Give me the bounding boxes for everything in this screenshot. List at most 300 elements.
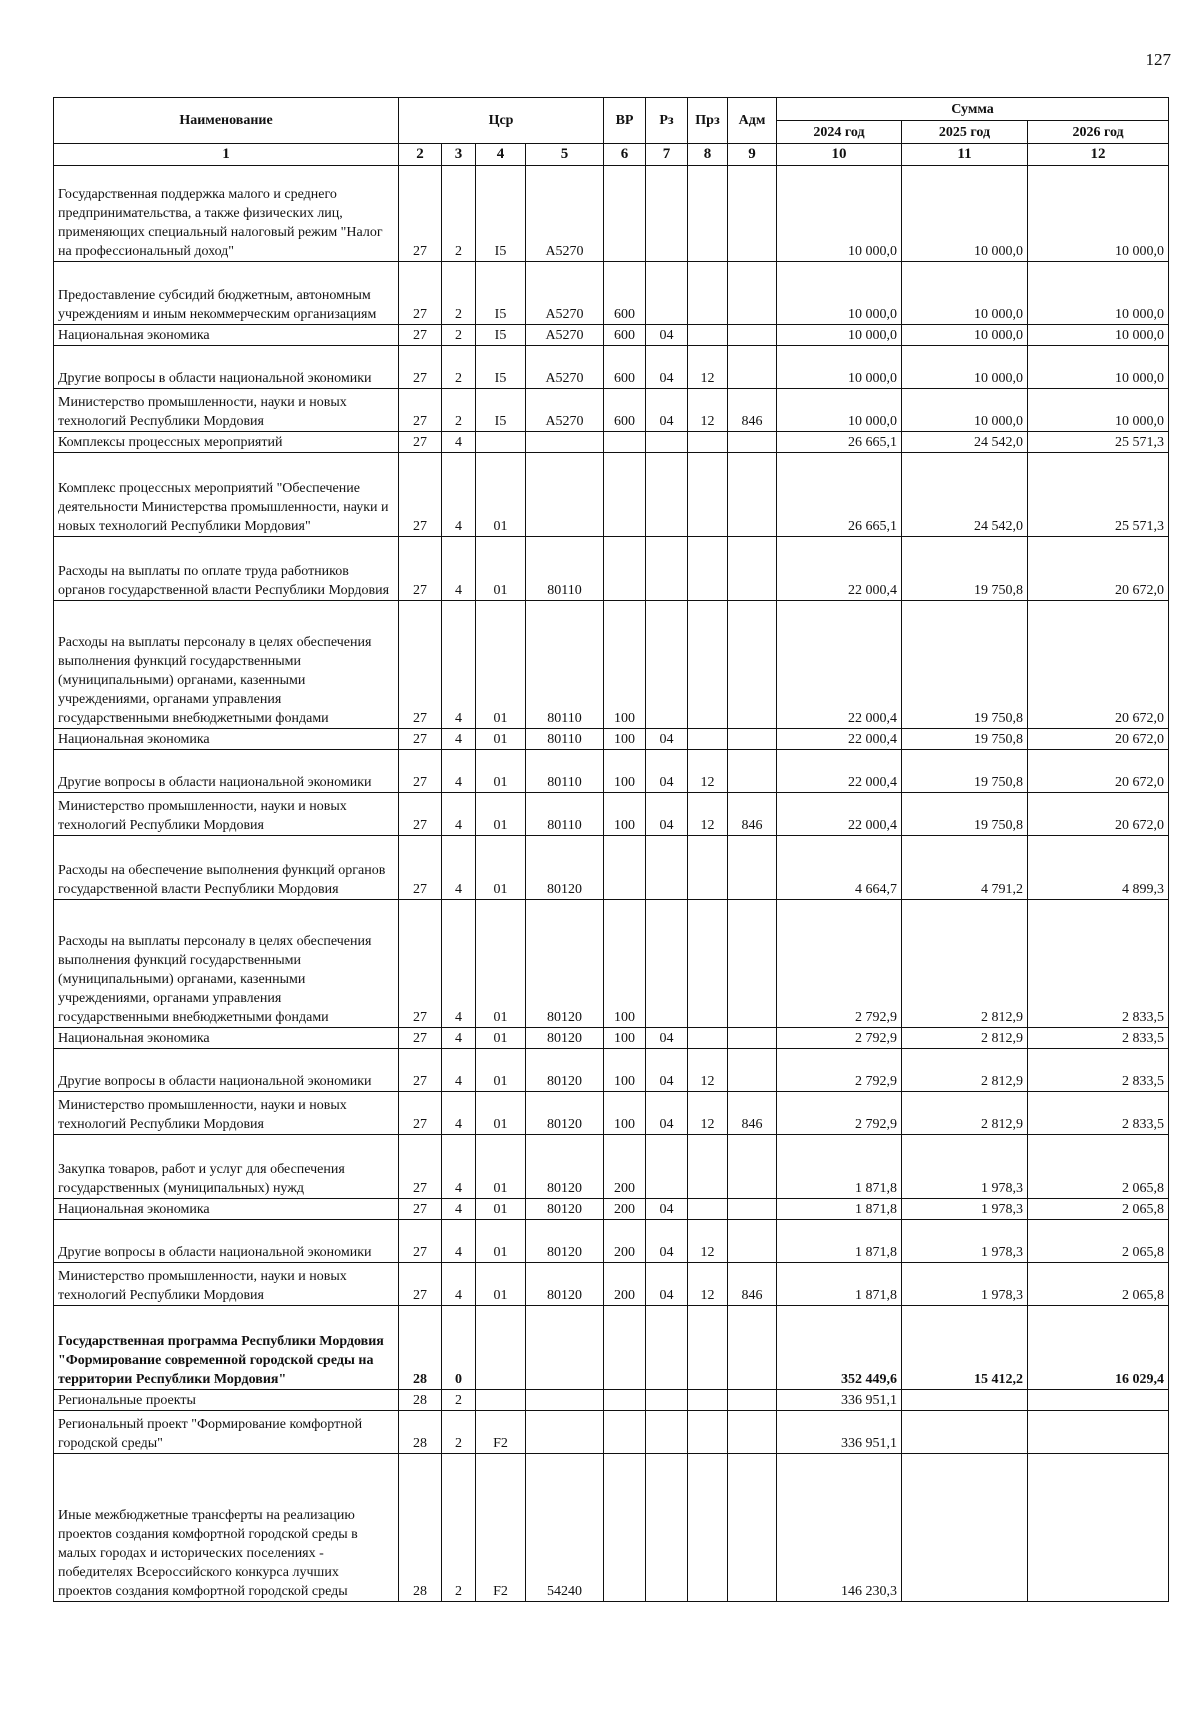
prz-cell: [688, 537, 728, 601]
sum-2024-cell: 10 000,0: [777, 325, 902, 346]
sum-2025-cell: 19 750,8: [902, 537, 1028, 601]
table-row: [54, 346, 1169, 389]
vr-cell: [604, 453, 646, 537]
sum-2026-cell: [1028, 1390, 1169, 1411]
sum-2024-cell: 26 665,1: [777, 453, 902, 537]
csr-1-cell: 27: [399, 836, 442, 900]
csr-1-cell: 27: [399, 1220, 442, 1263]
name-cell: Государственная программа Республики Мордовия "Формирование современной городской среды на территории Республики Мордовия": [54, 1306, 399, 1390]
csr-2-cell: 4: [442, 836, 476, 900]
csr-4-cell: 80120: [526, 1028, 604, 1049]
prz-cell: [688, 1306, 728, 1390]
rz-cell: 04: [646, 1092, 688, 1135]
csr-3-cell: 01: [476, 1049, 526, 1092]
rz-cell: [646, 453, 688, 537]
name-cell: Расходы на выплаты персоналу в целях обеспечения выполнения функций государственными (муниципальными) органами, казенными учреждениями, органами управления государственными внебюджетными фондами: [54, 900, 399, 1028]
csr-4-cell: 80120: [526, 1049, 604, 1092]
rz-cell: [646, 900, 688, 1028]
column-number: 12: [1028, 144, 1169, 166]
adm-cell: [728, 1220, 777, 1263]
csr-4-cell: 80120: [526, 836, 604, 900]
adm-cell: [728, 900, 777, 1028]
vr-cell: 200: [604, 1263, 646, 1306]
sum-2026-cell: 10 000,0: [1028, 325, 1169, 346]
sum-2025-cell: 10 000,0: [902, 389, 1028, 432]
csr-1-cell: 27: [399, 432, 442, 453]
table-row: [54, 1411, 1169, 1454]
header-2024: 2024 год: [777, 121, 902, 144]
csr-3-cell: [476, 432, 526, 453]
name-cell: Другие вопросы в области национальной экономики: [54, 1049, 399, 1092]
sum-2024-cell: 352 449,6: [777, 1306, 902, 1390]
vr-cell: [604, 432, 646, 453]
csr-1-cell: 27: [399, 346, 442, 389]
csr-3-cell: 01: [476, 1092, 526, 1135]
csr-1-cell: 27: [399, 537, 442, 601]
csr-2-cell: 2: [442, 346, 476, 389]
prz-cell: [688, 900, 728, 1028]
prz-cell: [688, 432, 728, 453]
csr-4-cell: 80120: [526, 1220, 604, 1263]
rz-cell: 04: [646, 1263, 688, 1306]
adm-cell: [728, 1411, 777, 1454]
vr-cell: 600: [604, 389, 646, 432]
csr-4-cell: A5270: [526, 262, 604, 325]
csr-1-cell: 28: [399, 1411, 442, 1454]
csr-1-cell: 27: [399, 1135, 442, 1199]
header-adm: Адм: [728, 98, 777, 144]
sum-2026-cell: 2 065,8: [1028, 1199, 1169, 1220]
csr-3-cell: I5: [476, 389, 526, 432]
prz-cell: 12: [688, 346, 728, 389]
csr-3-cell: I5: [476, 325, 526, 346]
sum-2026-cell: 2 833,5: [1028, 1092, 1169, 1135]
prz-cell: [688, 166, 728, 262]
rz-cell: 04: [646, 346, 688, 389]
table-row: [54, 1199, 1169, 1220]
rz-cell: 04: [646, 793, 688, 836]
csr-3-cell: 01: [476, 729, 526, 750]
csr-4-cell: [526, 1306, 604, 1390]
rz-cell: 04: [646, 1220, 688, 1263]
vr-cell: 100: [604, 750, 646, 793]
csr-1-cell: 27: [399, 389, 442, 432]
sum-2026-cell: 16 029,4: [1028, 1306, 1169, 1390]
sum-2026-cell: 4 899,3: [1028, 836, 1169, 900]
table-row: [54, 1390, 1169, 1411]
sum-2026-cell: 2 065,8: [1028, 1135, 1169, 1199]
name-cell: Комплекс процессных мероприятий "Обеспечение деятельности Министерства промышленности, науки и новых технологий Республики Мордовия": [54, 453, 399, 537]
csr-3-cell: I5: [476, 346, 526, 389]
sum-2026-cell: 20 672,0: [1028, 793, 1169, 836]
csr-3-cell: 01: [476, 1028, 526, 1049]
name-cell: Региональный проект "Формирование комфортной городской среды": [54, 1411, 399, 1454]
sum-2025-cell: 15 412,2: [902, 1306, 1028, 1390]
rz-cell: 04: [646, 729, 688, 750]
sum-2025-cell: [902, 1454, 1028, 1602]
name-cell: Расходы на выплаты по оплате труда работников органов государственной власти Республики Мордовия: [54, 537, 399, 601]
prz-cell: 12: [688, 1263, 728, 1306]
budget-table: [53, 97, 1169, 1602]
column-number: 6: [604, 144, 646, 166]
csr-3-cell: 01: [476, 1220, 526, 1263]
adm-cell: [728, 836, 777, 900]
csr-3-cell: F2: [476, 1411, 526, 1454]
header-2025: 2025 год: [902, 121, 1028, 144]
prz-cell: 12: [688, 389, 728, 432]
name-cell: Расходы на обеспечение выполнения функций органов государственной власти Республики Мордовия: [54, 836, 399, 900]
csr-2-cell: 4: [442, 1220, 476, 1263]
sum-2025-cell: 24 542,0: [902, 432, 1028, 453]
csr-2-cell: 2: [442, 1411, 476, 1454]
csr-3-cell: I5: [476, 262, 526, 325]
csr-3-cell: 01: [476, 537, 526, 601]
csr-2-cell: 4: [442, 729, 476, 750]
table-row: [54, 453, 1169, 537]
sum-2025-cell: 10 000,0: [902, 346, 1028, 389]
header-vr: ВР: [604, 98, 646, 144]
vr-cell: [604, 166, 646, 262]
column-number: 9: [728, 144, 777, 166]
vr-cell: 100: [604, 601, 646, 729]
prz-cell: [688, 1135, 728, 1199]
sum-2026-cell: 20 672,0: [1028, 729, 1169, 750]
column-number: 4: [476, 144, 526, 166]
sum-2024-cell: 1 871,8: [777, 1263, 902, 1306]
csr-4-cell: 80110: [526, 729, 604, 750]
sum-2025-cell: 2 812,9: [902, 1092, 1028, 1135]
rz-cell: [646, 1411, 688, 1454]
header-rz: Рз: [646, 98, 688, 144]
csr-1-cell: 27: [399, 325, 442, 346]
name-cell: Предоставление субсидий бюджетным, автономным учреждениям и иным некоммерческим организациям: [54, 262, 399, 325]
header-2026: 2026 год: [1028, 121, 1169, 144]
csr-2-cell: 0: [442, 1306, 476, 1390]
csr-2-cell: 4: [442, 1199, 476, 1220]
column-number: 2: [399, 144, 442, 166]
adm-cell: [728, 1049, 777, 1092]
csr-4-cell: [526, 432, 604, 453]
csr-3-cell: 01: [476, 453, 526, 537]
vr-cell: 100: [604, 793, 646, 836]
table-row: [54, 537, 1169, 601]
adm-cell: [728, 346, 777, 389]
sum-2025-cell: 10 000,0: [902, 166, 1028, 262]
sum-2026-cell: 10 000,0: [1028, 262, 1169, 325]
csr-3-cell: 01: [476, 1135, 526, 1199]
sum-2024-cell: 10 000,0: [777, 262, 902, 325]
csr-3-cell: [476, 1306, 526, 1390]
column-number: 1: [54, 144, 399, 166]
csr-2-cell: 4: [442, 537, 476, 601]
sum-2024-cell: 10 000,0: [777, 346, 902, 389]
csr-2-cell: 2: [442, 389, 476, 432]
csr-3-cell: 01: [476, 900, 526, 1028]
csr-3-cell: 01: [476, 750, 526, 793]
csr-1-cell: 27: [399, 453, 442, 537]
csr-4-cell: 80120: [526, 900, 604, 1028]
csr-3-cell: 01: [476, 1263, 526, 1306]
sum-2024-cell: 1 871,8: [777, 1220, 902, 1263]
prz-cell: 12: [688, 1220, 728, 1263]
sum-2025-cell: 1 978,3: [902, 1199, 1028, 1220]
sum-2024-cell: 146 230,3: [777, 1454, 902, 1602]
vr-cell: 100: [604, 1049, 646, 1092]
csr-2-cell: 2: [442, 1390, 476, 1411]
sum-2025-cell: 24 542,0: [902, 453, 1028, 537]
column-number: 5: [526, 144, 604, 166]
csr-1-cell: 27: [399, 601, 442, 729]
rz-cell: 04: [646, 325, 688, 346]
sum-2025-cell: 10 000,0: [902, 262, 1028, 325]
sum-2024-cell: 22 000,4: [777, 537, 902, 601]
sum-2026-cell: 2 833,5: [1028, 1028, 1169, 1049]
adm-cell: 846: [728, 389, 777, 432]
vr-cell: 600: [604, 262, 646, 325]
sum-2025-cell: 10 000,0: [902, 325, 1028, 346]
csr-2-cell: 2: [442, 325, 476, 346]
csr-4-cell: A5270: [526, 346, 604, 389]
csr-2-cell: 4: [442, 432, 476, 453]
column-number: 3: [442, 144, 476, 166]
name-cell: Министерство промышленности, науки и новых технологий Республики Мордовия: [54, 1092, 399, 1135]
rz-cell: [646, 601, 688, 729]
rz-cell: 04: [646, 1028, 688, 1049]
rz-cell: 04: [646, 1049, 688, 1092]
table-row: [54, 1263, 1169, 1306]
sum-2026-cell: 2 065,8: [1028, 1220, 1169, 1263]
sum-2025-cell: 1 978,3: [902, 1263, 1028, 1306]
csr-4-cell: [526, 453, 604, 537]
csr-3-cell: 01: [476, 836, 526, 900]
sum-2024-cell: 22 000,4: [777, 601, 902, 729]
sum-2024-cell: 2 792,9: [777, 900, 902, 1028]
csr-1-cell: 27: [399, 1263, 442, 1306]
rz-cell: [646, 166, 688, 262]
adm-cell: [728, 325, 777, 346]
name-cell: Закупка товаров, работ и услуг для обеспечения государственных (муниципальных) нужд: [54, 1135, 399, 1199]
prz-cell: 12: [688, 793, 728, 836]
csr-2-cell: 2: [442, 166, 476, 262]
adm-cell: [728, 1028, 777, 1049]
table-row: [54, 166, 1169, 262]
prz-cell: [688, 729, 728, 750]
sum-2025-cell: [902, 1390, 1028, 1411]
csr-2-cell: 4: [442, 601, 476, 729]
csr-2-cell: 4: [442, 900, 476, 1028]
rz-cell: 04: [646, 1199, 688, 1220]
prz-cell: [688, 1028, 728, 1049]
rz-cell: [646, 1135, 688, 1199]
sum-2025-cell: 19 750,8: [902, 601, 1028, 729]
rz-cell: [646, 262, 688, 325]
sum-2026-cell: 25 571,3: [1028, 453, 1169, 537]
csr-4-cell: 80110: [526, 601, 604, 729]
prz-cell: [688, 262, 728, 325]
csr-1-cell: 27: [399, 1092, 442, 1135]
table-row: [54, 1454, 1169, 1602]
rz-cell: 04: [646, 750, 688, 793]
table-row: [54, 750, 1169, 793]
csr-4-cell: 80110: [526, 750, 604, 793]
sum-2025-cell: 1 978,3: [902, 1220, 1028, 1263]
name-cell: Иные межбюджетные трансферты на реализацию проектов создания комфортной городской среды в малых городах и исторических поселениях - победителях Всероссийского конкурса лучших проектов создания комфортной городской среды: [54, 1454, 399, 1602]
csr-1-cell: 27: [399, 1028, 442, 1049]
csr-4-cell: 54240: [526, 1454, 604, 1602]
sum-2025-cell: 2 812,9: [902, 1028, 1028, 1049]
adm-cell: [728, 750, 777, 793]
vr-cell: 600: [604, 325, 646, 346]
table-row: [54, 389, 1169, 432]
vr-cell: [604, 1411, 646, 1454]
prz-cell: [688, 1199, 728, 1220]
rz-cell: [646, 1390, 688, 1411]
vr-cell: 100: [604, 1092, 646, 1135]
csr-2-cell: 4: [442, 1028, 476, 1049]
name-cell: Национальная экономика: [54, 325, 399, 346]
csr-1-cell: 27: [399, 166, 442, 262]
adm-cell: [728, 601, 777, 729]
prz-cell: [688, 325, 728, 346]
header-name: Наименование: [54, 98, 399, 144]
csr-1-cell: 28: [399, 1306, 442, 1390]
csr-4-cell: A5270: [526, 166, 604, 262]
sum-2026-cell: 10 000,0: [1028, 346, 1169, 389]
sum-2025-cell: 19 750,8: [902, 729, 1028, 750]
table-row: [54, 1306, 1169, 1390]
sum-2024-cell: 22 000,4: [777, 729, 902, 750]
table-row: [54, 1220, 1169, 1263]
name-cell: Региональные проекты: [54, 1390, 399, 1411]
header-sum: Сумма: [777, 98, 1169, 121]
sum-2025-cell: 4 791,2: [902, 836, 1028, 900]
sum-2026-cell: 20 672,0: [1028, 601, 1169, 729]
csr-2-cell: 4: [442, 1263, 476, 1306]
sum-2025-cell: 2 812,9: [902, 900, 1028, 1028]
rz-cell: [646, 836, 688, 900]
sum-2024-cell: 10 000,0: [777, 166, 902, 262]
sum-2026-cell: 10 000,0: [1028, 166, 1169, 262]
header-csr: Цср: [399, 98, 604, 144]
csr-2-cell: 4: [442, 1135, 476, 1199]
name-cell: Министерство промышленности, науки и новых технологий Республики Мордовия: [54, 389, 399, 432]
csr-4-cell: [526, 1390, 604, 1411]
column-number: 7: [646, 144, 688, 166]
table-row: [54, 1092, 1169, 1135]
sum-2024-cell: 336 951,1: [777, 1411, 902, 1454]
adm-cell: [728, 453, 777, 537]
table-row: [54, 1049, 1169, 1092]
adm-cell: [728, 537, 777, 601]
prz-cell: [688, 453, 728, 537]
csr-4-cell: A5270: [526, 389, 604, 432]
name-cell: Другие вопросы в области национальной экономики: [54, 1220, 399, 1263]
sum-2026-cell: 20 672,0: [1028, 750, 1169, 793]
sum-2024-cell: 2 792,9: [777, 1028, 902, 1049]
sum-2025-cell: 19 750,8: [902, 793, 1028, 836]
adm-cell: [728, 1135, 777, 1199]
sum-2024-cell: 22 000,4: [777, 793, 902, 836]
vr-cell: [604, 537, 646, 601]
table-row: [54, 729, 1169, 750]
csr-1-cell: 27: [399, 729, 442, 750]
name-cell: Национальная экономика: [54, 1028, 399, 1049]
csr-4-cell: 80120: [526, 1199, 604, 1220]
csr-3-cell: F2: [476, 1454, 526, 1602]
csr-4-cell: [526, 1411, 604, 1454]
column-number: 8: [688, 144, 728, 166]
rz-cell: [646, 1454, 688, 1602]
sum-2026-cell: 10 000,0: [1028, 389, 1169, 432]
adm-cell: [728, 262, 777, 325]
csr-1-cell: 28: [399, 1454, 442, 1602]
rz-cell: 04: [646, 389, 688, 432]
prz-cell: 12: [688, 1092, 728, 1135]
adm-cell: [728, 1306, 777, 1390]
sum-2026-cell: [1028, 1411, 1169, 1454]
adm-cell: [728, 1454, 777, 1602]
vr-cell: 100: [604, 900, 646, 1028]
sum-2026-cell: 20 672,0: [1028, 537, 1169, 601]
csr-4-cell: A5270: [526, 325, 604, 346]
sum-2026-cell: 2 065,8: [1028, 1263, 1169, 1306]
prz-cell: 12: [688, 750, 728, 793]
sum-2024-cell: 1 871,8: [777, 1135, 902, 1199]
table-row: [54, 432, 1169, 453]
csr-2-cell: 2: [442, 262, 476, 325]
prz-cell: [688, 601, 728, 729]
prz-cell: [688, 1411, 728, 1454]
prz-cell: 12: [688, 1049, 728, 1092]
csr-2-cell: 4: [442, 453, 476, 537]
vr-cell: 200: [604, 1135, 646, 1199]
name-cell: Другие вопросы в области национальной экономики: [54, 750, 399, 793]
csr-2-cell: 4: [442, 1092, 476, 1135]
csr-4-cell: 80120: [526, 1135, 604, 1199]
vr-cell: [604, 1390, 646, 1411]
csr-3-cell: [476, 1390, 526, 1411]
sum-2024-cell: 4 664,7: [777, 836, 902, 900]
prz-cell: [688, 836, 728, 900]
name-cell: Расходы на выплаты персоналу в целях обеспечения выполнения функций государственными (муниципальными) органами, казенными учреждениями, органами управления государственными внебюджетными фондами: [54, 601, 399, 729]
page-number: 127: [1145, 50, 1171, 69]
vr-cell: [604, 1454, 646, 1602]
sum-2024-cell: 1 871,8: [777, 1199, 902, 1220]
adm-cell: 846: [728, 793, 777, 836]
csr-1-cell: 27: [399, 793, 442, 836]
name-cell: Другие вопросы в области национальной экономики: [54, 346, 399, 389]
csr-2-cell: 4: [442, 750, 476, 793]
sum-2025-cell: [902, 1411, 1028, 1454]
csr-2-cell: 4: [442, 793, 476, 836]
csr-1-cell: 27: [399, 262, 442, 325]
column-number: 11: [902, 144, 1028, 166]
name-cell: Комплексы процессных мероприятий: [54, 432, 399, 453]
table-row: [54, 325, 1169, 346]
csr-1-cell: 27: [399, 1199, 442, 1220]
adm-cell: 846: [728, 1263, 777, 1306]
sum-2024-cell: 2 792,9: [777, 1092, 902, 1135]
adm-cell: [728, 1390, 777, 1411]
vr-cell: 100: [604, 1028, 646, 1049]
name-cell: Государственная поддержка малого и среднего предпринимательства, а также физических лиц, применяющих специальный налоговый режим "Налог на профессиональный доход": [54, 166, 399, 262]
sum-2025-cell: 2 812,9: [902, 1049, 1028, 1092]
adm-cell: [728, 432, 777, 453]
name-cell: Национальная экономика: [54, 729, 399, 750]
rz-cell: [646, 432, 688, 453]
csr-1-cell: 27: [399, 1049, 442, 1092]
table-row: [54, 262, 1169, 325]
